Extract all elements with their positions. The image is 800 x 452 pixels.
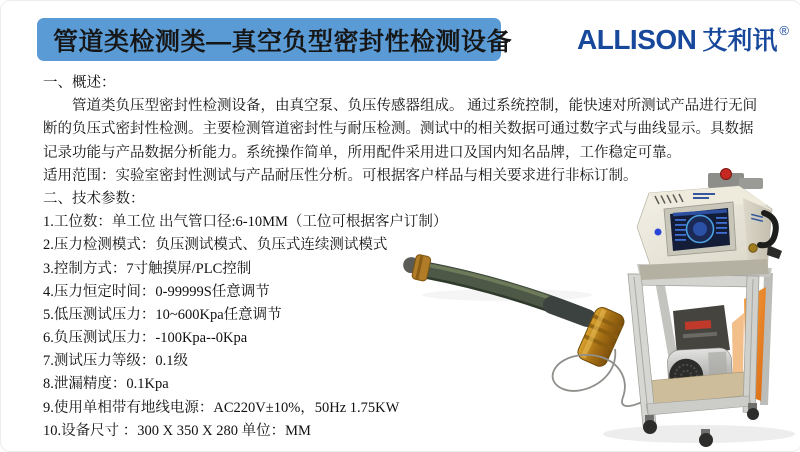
specs-heading: 二、技术参数： — [43, 190, 145, 207]
touchscreen[interactable] — [664, 202, 736, 256]
spec-item: 7.测试压力等级：0.1级 — [43, 353, 188, 370]
emergency-stop-button — [721, 169, 732, 180]
brand-logo-chinese: 艾利讯 — [702, 27, 778, 55]
spec-item: 8.泄漏精度：0.1Kpa — [43, 376, 169, 393]
hose-end-fitting-left — [401, 252, 432, 282]
spec-item: 4.压力恒定时间：0-99999S任意调节 — [43, 283, 270, 300]
key-switch[interactable] — [749, 244, 757, 252]
scope-line: 适用范围：实验室密封性测试与产品耐压性分析。可根据客户样品与相关要求进行非标订制。 — [43, 167, 638, 184]
control-unit — [637, 169, 782, 281]
machine-shadow — [603, 425, 795, 443]
product-photo — [387, 153, 799, 449]
overview-line: 管道类负压型密封性检测设备，由真空泵、负压传感器组成。 通过系统控制，能快速对所测试产品进行无间 — [72, 98, 758, 115]
overview-heading: 一、概述： — [43, 75, 116, 91]
power-indicator-led — [655, 229, 662, 236]
product-photo-illustration — [387, 153, 799, 449]
orange-panel-inner — [732, 313, 744, 381]
registered-trademark-icon: ® — [779, 23, 789, 38]
side-clamp — [767, 245, 782, 259]
title-banner — [37, 18, 513, 61]
spec-item: 1.工位数：单工位 出气管口径:6-10MM（工位可根据客户订制） — [43, 214, 448, 231]
overview-line: 断的负压式密封性检测。主要检测管道密封性与耐压检测。测试中的相关数据可通过数字式与曲线显示。具数据 — [43, 121, 754, 138]
spec-item: 2.压力检测模式：负压测试模式、负压式连续测试模式 — [43, 237, 388, 254]
brand-logo — [577, 21, 789, 57]
spec-item: 3.控制方式：7寸触摸屏/PLC控制 — [43, 260, 252, 277]
spec-item: 10.设备尺寸 ：300 X 350 X 280 单位：MM — [43, 422, 311, 439]
overview-line: 记录功能与产品数据分析能力。系统操作简单，所用配件采用进口及国内知名品牌，工作稳定可靠。 — [43, 144, 681, 161]
spec-item: 9.使用单相带有地线电源：AC220V±10%，50Hz 1.75KW — [43, 399, 400, 416]
spec-item: 6.负压测试压力：-100Kpa--0Kpa — [43, 330, 248, 347]
page-title: 管道类检测类—真空负型密封性检测设备 — [53, 27, 513, 56]
brand-logo-latin: ALLISON — [577, 24, 697, 55]
spec-item: 5.低压测试压力：10~600Kpa任意调节 — [43, 306, 282, 323]
